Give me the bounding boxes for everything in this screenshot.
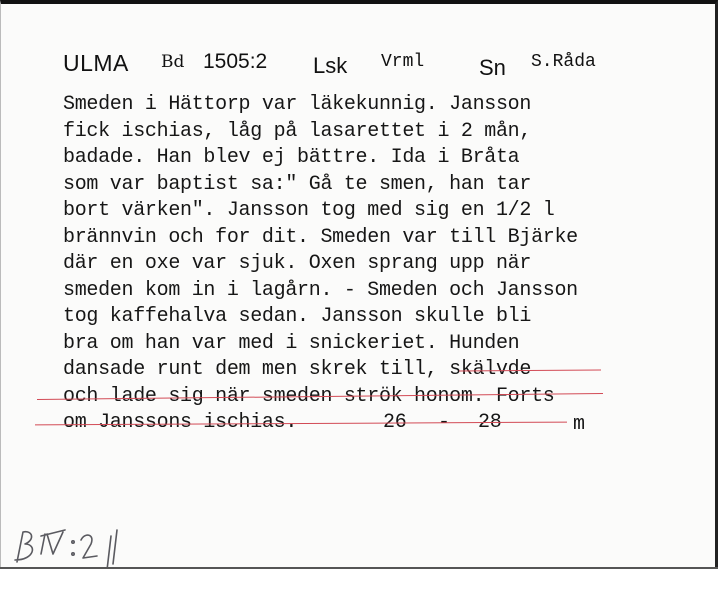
text-line: brännvin och for dit. Smeden var till Bjärke [63,225,578,249]
text-line: smeden kom in i lagårn. - Smeden och Jansson [63,278,578,302]
typed-record-text [63,92,683,437]
volume-number: 1505:2 [203,50,268,73]
text-line: bort värken". Jansson tog med sig en 1/2 l [63,199,555,222]
text-line: tog kaffehalva sedan. Jansson skulle bli [63,305,532,328]
parish-value: Vrml [381,52,425,72]
last-text-line: om Janssons ischias. [63,411,298,434]
page-unit: m [573,413,585,436]
page-to: 28 [478,411,502,434]
card-header [1,50,718,84]
text-line: där en oxe var sjuk. Oxen sprang upp när [63,252,532,275]
text-line: dansade runt dem men skrek till, skälvde [63,358,532,381]
page-from: 26 [383,411,407,434]
text-line: badade. Han blev ej bättre. Ida i Bråta [63,146,520,169]
sn-label: Sn [479,55,506,80]
sn-value: S.Råda [531,52,596,72]
text-line: som var baptist sa:" Gå te smen, han tar [63,172,532,196]
volume-label: Bd [161,52,185,72]
archive-name: ULMA [63,50,129,76]
card-bottom-edge [0,567,718,581]
text-line: bra om han var med i snickeriet. Hunden [63,331,520,355]
page-separator: - [438,411,450,434]
text-line: fick ischias, låg på lasarettet i 2 mån, [63,119,532,143]
text-line: Smeden i Hättorp var läkekunnig. Jansson [63,93,532,116]
parish-label: Lsk [313,53,348,78]
text-line: och lade sig när smeden strök honom. Forts [63,384,555,408]
